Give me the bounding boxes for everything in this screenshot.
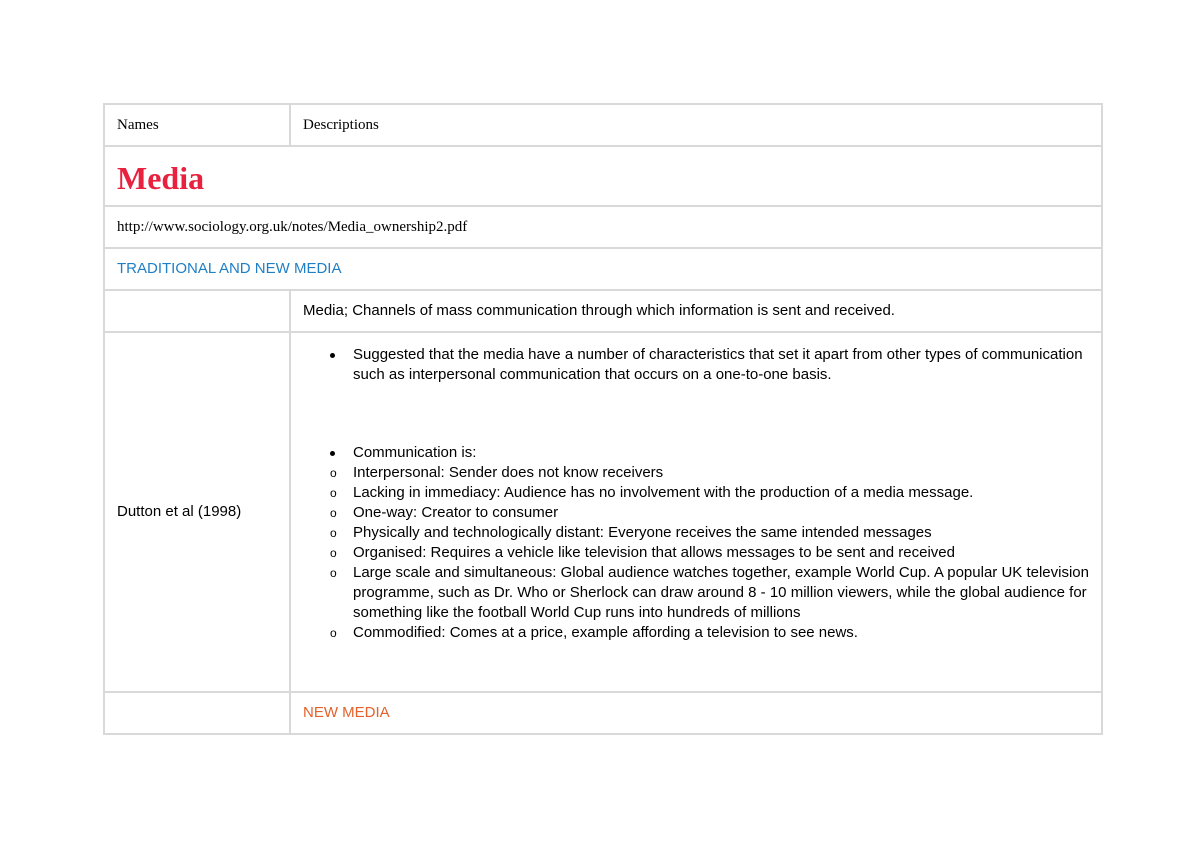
bullet-list xyxy=(303,345,1089,643)
sub-item-text: Lacking in immediacy: Audience has no involvement with the production of a media message. xyxy=(353,484,974,501)
url-row xyxy=(104,206,1102,248)
list-item xyxy=(303,345,1089,385)
bullet-dot-icon xyxy=(330,353,335,358)
sub-bullet-marker: o xyxy=(330,526,337,540)
definition-row xyxy=(104,290,1102,332)
header-row xyxy=(104,104,1102,146)
media-definition: Media; Channels of mass communication through which information is sent and received. xyxy=(290,290,1102,332)
dutton-description xyxy=(290,332,1102,692)
sub-item-text: Commodified: Comes at a price, example affording a television to see news. xyxy=(353,624,858,641)
sub-list-item xyxy=(303,503,1089,523)
sub-list xyxy=(303,463,1089,643)
sub-bullet-marker: o xyxy=(330,506,337,520)
header-names: Names xyxy=(104,104,290,146)
sub-list-item xyxy=(303,623,1089,643)
definition-name-cell xyxy=(104,290,290,332)
section-traditional-row xyxy=(104,248,1102,290)
sub-item-text: Large scale and simultaneous: Global audience watches together, example World Cup. A popular UK television programme, such as Dr. Who or Sherlock can draw around 8 - 10 million viewers, while the global audience for something like the football World Cup runs into hundreds of millions xyxy=(353,564,1089,621)
dutton-name: Dutton et al (1998) xyxy=(104,332,290,692)
section-new-row xyxy=(104,692,1102,734)
source-url: http://www.sociology.org.uk/notes/Media_ownership2.pdf xyxy=(104,206,1102,248)
sub-list-item xyxy=(303,463,1089,483)
dutton-row xyxy=(104,332,1102,692)
page-title: Media xyxy=(117,160,205,196)
sub-item-text: One-way: Creator to consumer xyxy=(353,504,559,521)
sub-bullet-marker: o xyxy=(330,486,337,500)
bullet-dot-icon xyxy=(330,451,335,456)
sub-list-item xyxy=(303,543,1089,563)
bullet-text: Suggested that the media have a number of characteristics that set it apart from other types of communication such as interpersonal communication that occurs on a one-to-one basis. xyxy=(353,346,1083,383)
sub-bullet-marker: o xyxy=(330,466,337,480)
section-heading-new-media: NEW MEDIA xyxy=(290,692,1102,734)
sub-list-item xyxy=(303,563,1089,623)
sub-bullet-marker: o xyxy=(330,566,337,580)
sub-bullet-marker: o xyxy=(330,626,337,640)
list-item xyxy=(303,443,1089,643)
sub-item-text: Interpersonal: Sender does not know receivers xyxy=(353,464,664,481)
new-media-name-cell xyxy=(104,692,290,734)
notes-table xyxy=(103,103,1103,735)
header-descriptions: Descriptions xyxy=(290,104,1102,146)
sub-item-text: Physically and technologically distant: Everyone receives the same intended messages xyxy=(353,524,932,541)
sub-list-item xyxy=(303,483,1089,503)
sub-item-text: Organised: Requires a vehicle like television that allows messages to be sent and received xyxy=(353,544,955,561)
sub-bullet-marker: o xyxy=(330,546,337,560)
bullet-text: Communication is: xyxy=(353,444,477,461)
title-row xyxy=(104,146,1102,206)
section-heading-traditional: TRADITIONAL AND NEW MEDIA xyxy=(104,248,1102,290)
sub-list-item xyxy=(303,523,1089,543)
